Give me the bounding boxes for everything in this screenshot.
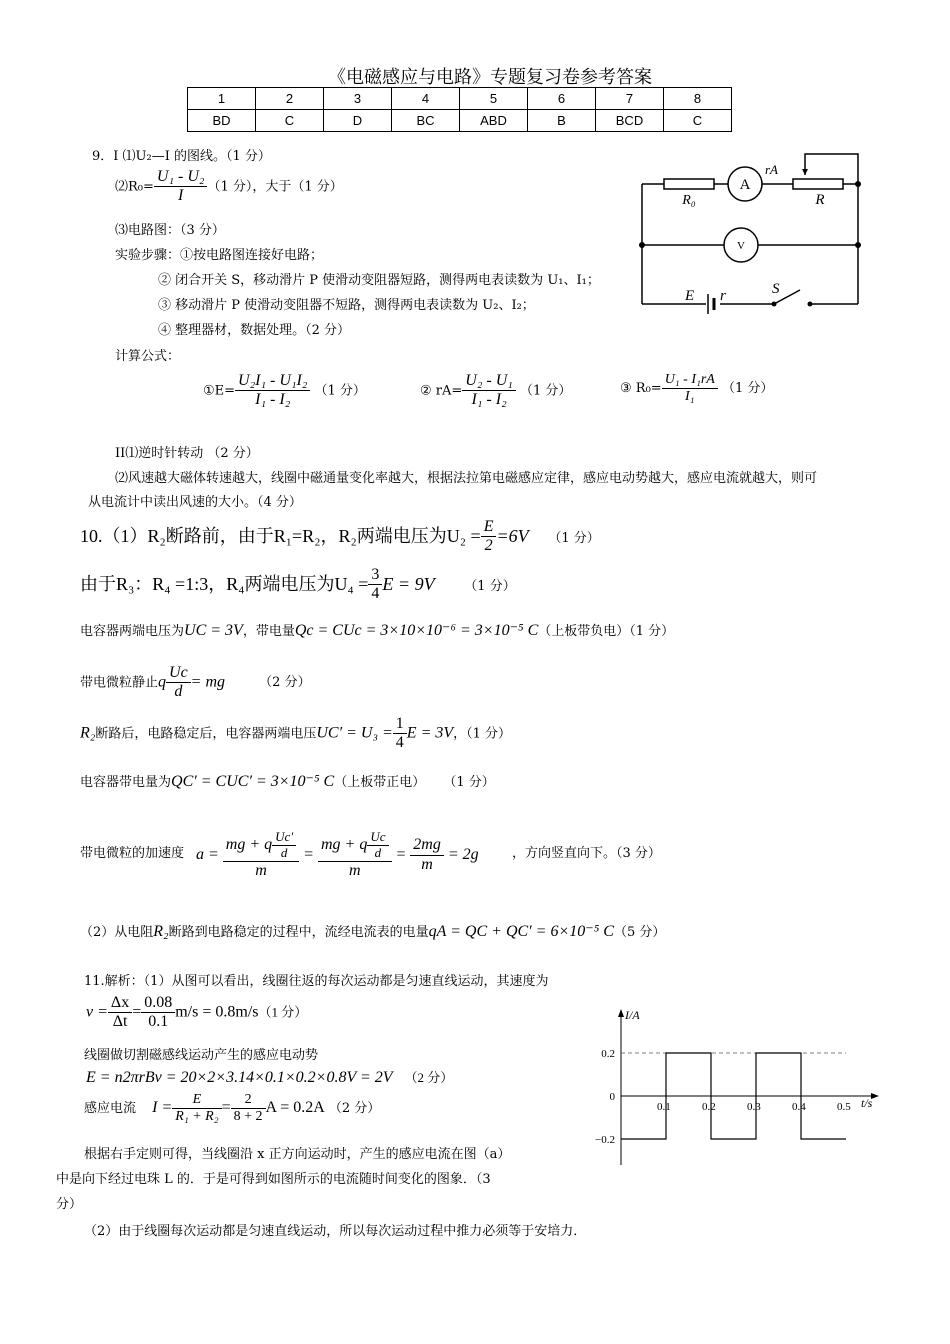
q10-l3-score: （上板带负电）（1 分） (538, 624, 675, 639)
formula-result: m/s = 0.8m/s (175, 1003, 259, 1021)
fraction-denominator: d (280, 844, 288, 860)
table-cell: D (324, 110, 392, 132)
formula-label: 感应电流 (84, 1101, 137, 1117)
q9-r0-suffix: （1 分），大于（1 分） (207, 179, 343, 195)
q10-l7-lhs: a = (196, 845, 219, 863)
fraction-denominator: I₁ - I₂ (255, 391, 291, 409)
slider-arrow-icon (802, 169, 808, 175)
q9-line1: 9．I ⑴U₂—I 的图线。（1 分） (92, 149, 271, 164)
fraction-denominator: d (374, 844, 382, 860)
q10-line2 (80, 566, 516, 604)
q11-line8: 分） (56, 1197, 83, 1212)
q9-line4: 实验步骤：①按电路图连接好电路； (115, 248, 324, 263)
q11-line6: 根据右手定则可得，当线圈沿 x 正方向运动时，产生的感应电流在图（a） (84, 1147, 511, 1162)
formula-score: （1 分） (520, 383, 572, 399)
fraction-denominator: m (255, 861, 267, 879)
table-cell: C (256, 110, 324, 132)
q9-r0-prefix: ⑵R₀= (115, 179, 154, 195)
rheostat-icon (793, 179, 843, 189)
q10-l4-fraction (166, 664, 191, 702)
q10-l8-eq: qA = QC + QC′ = 6×10⁻⁵ C (428, 923, 614, 940)
q10-l7-end: = 2g (447, 845, 479, 863)
fraction-numerator: Uc′ (272, 830, 296, 846)
q10-l1-result: =6V (496, 525, 529, 546)
voltmeter-label: V (737, 240, 745, 252)
formula-score: （1 分） (258, 1004, 308, 1020)
table-header-cell: 1 (188, 88, 256, 110)
fraction-denominator: I₁ (685, 389, 695, 405)
q9-r0-formula (115, 168, 343, 206)
table-cell: B (528, 110, 596, 132)
formula-fraction (172, 1092, 221, 1125)
q10-l5-eq: UC′ = U₃ = (316, 724, 393, 742)
switch-label: S (772, 281, 780, 297)
resistor-r0-icon (664, 179, 714, 189)
table-header-cell: 8 (664, 88, 732, 110)
fraction-numerator: Uc (367, 830, 388, 846)
q9-part2-line2: ⑵风速越大磁体转速越大，线圈中磁通量变化率越大，根据法拉第电磁感应定律，感应电动势越大，感应电流就越大，则可 (115, 471, 818, 486)
q10-line6 (80, 771, 495, 791)
q10-l2-score: （1 分） (464, 578, 516, 594)
q10-l2-text: 由于R₃：R₄ =1:3，R₄两端电压为U₄ = (80, 573, 369, 594)
fraction-denominator: I₁ - I₂ (471, 391, 507, 409)
table-cell: ABD (460, 110, 528, 132)
q10-l4-q: q (158, 673, 167, 691)
q10-l3-text2: ，带电量 (242, 624, 295, 639)
formula-fraction (141, 994, 175, 1032)
fraction-numerator (223, 830, 299, 862)
table-cell: BCD (596, 110, 664, 132)
ammeter-label: A (739, 177, 751, 193)
fraction-denominator: 2 (484, 537, 493, 555)
formula-score: （1 分） (314, 383, 366, 399)
q10-l6-note: （上板带正电） (334, 775, 426, 790)
fraction-numerator: 3 (368, 566, 382, 585)
q10-l8-r2: R₂ (153, 923, 169, 940)
formula-prefix: ③ R₀= (620, 381, 662, 397)
fraction-numerator (318, 830, 392, 862)
inner-fraction (367, 830, 388, 861)
fraction-denominator: R₁ + R₂ (175, 1109, 219, 1125)
x-tick-label: 0.5 (837, 1101, 851, 1113)
circuit-diagram (630, 148, 870, 318)
table-row (188, 110, 732, 132)
answer-table (187, 87, 732, 132)
q10-l1-text: 10.（1）R₂断路前，由于R₁=R₂，R₂两端电压为U₂ = (80, 525, 481, 546)
fraction-denominator: 0.1 (148, 1013, 169, 1031)
q10-l5-score: ，（1 分） (453, 726, 512, 742)
table-header-cell: 6 (528, 88, 596, 110)
q10-l5-text: 断路后，电路稳定后，电容器两端电压 (95, 726, 317, 742)
q10-l8-score: （5 分） (613, 925, 666, 940)
q10-line3 (80, 620, 674, 640)
q11-emf-formula (86, 1067, 453, 1087)
q10-line7-note: ，方向竖直向下。（3 分） (512, 846, 661, 861)
fraction-numerator: U₁ - I₁rA (662, 372, 718, 389)
formula-result: A = 0.2A (265, 1099, 325, 1117)
q10-l8-text: （2）从电阻 (80, 925, 154, 940)
formula-prefix: ② rA= (420, 383, 463, 399)
q9-line6: ③ 移动滑片 P 使滑动变阻器不短路，测得两电表读数为 U₂、I₂； (158, 298, 535, 313)
q11-line7: 中是向下经过电珠 L 的．于是可得到如图所示的电流随时间变化的图象．（3 (56, 1172, 491, 1187)
table-cell: BD (188, 110, 256, 132)
q9-line7: ④ 整理器材，数据处理。（2 分） (158, 323, 351, 338)
q10-l7-fraction3 (410, 836, 444, 874)
inner-fraction (272, 830, 296, 861)
formula-text: E = n2πrBv = 20×2×3.14×0.1×0.2×0.8V = 2V (86, 1069, 393, 1086)
table-header-cell: 2 (256, 88, 324, 110)
table-header-cell: 3 (324, 88, 392, 110)
x-tick-label: 0.1 (657, 1101, 671, 1113)
q11-line1: 11.解析：（1）从图可以看出，线圈往返的每次运动都是匀速直线运动，其速度为 (84, 974, 549, 989)
fraction-denominator: 4 (371, 585, 380, 603)
internal-r-label: r (720, 288, 726, 304)
fraction-numerator: E (481, 518, 497, 537)
q9-formula-r0 (620, 372, 773, 405)
page-title: 《电磁感应与电路》专题复习卷参考答案 (328, 67, 652, 88)
fraction-denominator: 4 (395, 734, 404, 752)
q9-r0-fraction (154, 168, 208, 206)
y-tick-label: 0 (609, 1091, 615, 1103)
numerator-text: mg + q (320, 836, 368, 854)
formula-fraction (108, 994, 132, 1032)
q10-line8 (80, 921, 665, 941)
formula-fraction (235, 372, 310, 410)
y-axis-label: I/A (625, 1008, 640, 1022)
q10-l1-score: （1 分） (548, 530, 600, 546)
table-header-cell: 7 (596, 88, 664, 110)
fraction-numerator: U₂I₁ - U₁I₂ (235, 372, 310, 391)
table-cell: C (664, 110, 732, 132)
q10-l3-eq2: Qc = CUc = 3×10×10⁻⁶ = 3×10⁻⁵ C (294, 622, 539, 639)
y-tick-label: −0.2 (595, 1134, 615, 1146)
q10-l5-fraction (393, 715, 407, 753)
q10-l7-fraction2 (318, 830, 392, 880)
q10-line5 (80, 715, 511, 753)
q10-l6-score: （1 分） (443, 775, 495, 790)
formula-fraction (662, 372, 718, 405)
formula-score: （1 分） (722, 381, 774, 397)
q11-line9: （2）由于线圈每次运动都是匀速直线运动，所以每次运动过程中推力必须等于安培力． (84, 1224, 587, 1239)
q9-formula-ra (420, 372, 571, 410)
numerator-text: mg + q (225, 836, 273, 854)
table-header-row (188, 88, 732, 110)
formula-lhs: I = (152, 1099, 173, 1117)
fraction-denominator: Δt (112, 1013, 128, 1031)
x-tick-label: 0.2 (702, 1101, 716, 1113)
q10-l6-eq: QC′ = CUC′ = 3×10⁻⁵ C (171, 773, 335, 790)
q10-line7-formula: a = mg + q $\frac{Uc'}{d}$ m = mg + q $\frac{Uc}{d}$ m = $\frac{2mg}{m}$ = 2g (196, 829, 479, 879)
q9-line8: 计算公式： (115, 349, 181, 364)
fraction-numerator: Uc (166, 664, 191, 683)
q10-line1 (80, 518, 600, 556)
ra-label: rA (765, 162, 778, 177)
emf-label: E (685, 288, 695, 304)
y-tick-label: 0.2 (601, 1048, 615, 1060)
current-time-chart (585, 1005, 885, 1175)
q10-l4-text: 带电微粒静止 (80, 675, 159, 691)
formula-fraction (231, 1092, 266, 1125)
fraction-denominator: 8 + 2 (233, 1109, 263, 1125)
x-axis-label: t/s (861, 1096, 873, 1110)
q10-l3-text: 电容器两端电压为 (80, 624, 185, 639)
x-tick-label: 0.3 (747, 1101, 761, 1113)
fraction-numerator: 2mg (410, 836, 444, 855)
fraction-numerator: U₁ - U₂ (154, 168, 208, 187)
formula-fraction (462, 372, 516, 410)
q10-l2-fraction (368, 566, 382, 604)
table-header-cell: 5 (460, 88, 528, 110)
q10-l8-text2: 断路到电路稳定的过程中，流经电流表的电量 (168, 925, 429, 940)
fraction-numerator: 2 (231, 1092, 266, 1109)
q10-l4-score: （2 分） (259, 675, 311, 691)
q10-l1-fraction (481, 518, 497, 556)
q10-l5-result: E = 3V (406, 724, 454, 742)
q9-line5: ② 闭合开关 S，移动滑片 P 使滑动变阻器短路，测得两电表读数为 U₁、I₁； (158, 273, 600, 288)
q10-l2-result: E = 9V (382, 573, 435, 594)
fraction-denominator: d (174, 683, 183, 701)
fraction-numerator: E (172, 1092, 221, 1109)
resistor-r0-label: R₀ (682, 193, 696, 208)
q10-line4 (80, 664, 311, 702)
q9-part2-line1: II⑴逆时针转动 （2 分） (115, 446, 259, 461)
table-header-cell: 4 (392, 88, 460, 110)
q11-current-formula: 感应电流 I = $\frac{E}{\text{R₁ + R₂}}$ = $\frac{2}{8 + 2}$ A = 0.2A （2 分） (84, 1092, 381, 1125)
fraction-numerator: U₂ - U₁ (462, 372, 516, 391)
table-cell: BC (392, 110, 460, 132)
q10-l5-r2: R₂ (80, 724, 96, 742)
q9-part2-line3: 从电流计中读出风速的大小。（4 分） (88, 495, 302, 510)
fraction-denominator: m (421, 855, 433, 873)
formula-score: （2 分） (404, 1070, 454, 1085)
q9-formula-e (203, 372, 366, 410)
q10-l3-eq1: UC = 3V (184, 622, 243, 639)
y-axis-arrow-icon (618, 1009, 624, 1017)
q9-line3: ⑶电路图：（3 分） (115, 223, 225, 238)
fraction-numerator: 1 (393, 715, 407, 734)
q10-line7-label: 带电微粒的加速度 (80, 846, 185, 861)
fraction-denominator: m (348, 861, 361, 879)
resistor-r-label: R (815, 192, 825, 208)
fraction-numerator: 0.08 (141, 994, 175, 1013)
q10-l6-text: 电容器带电量为 (80, 775, 172, 790)
fraction-numerator: Δx (108, 994, 132, 1013)
formula-prefix: ①E= (203, 383, 236, 399)
q10-l7-fraction1 (223, 830, 299, 880)
q10-l4-result: = mg (190, 673, 226, 691)
q11-line3: 线圈做切割磁感线运动产生的感应电动势 (84, 1048, 319, 1063)
formula-score: （2 分） (328, 1101, 381, 1117)
formula-lhs: v = (86, 1003, 108, 1021)
fraction-denominator: I (178, 187, 184, 205)
x-tick-label: 0.4 (792, 1101, 806, 1113)
q11-velocity-formula: v = $\frac{\Delta x}{\Delta t}$ = $\frac{0.08}{0.1}$ m/s = 0.8m/s（1 分） (86, 994, 308, 1031)
